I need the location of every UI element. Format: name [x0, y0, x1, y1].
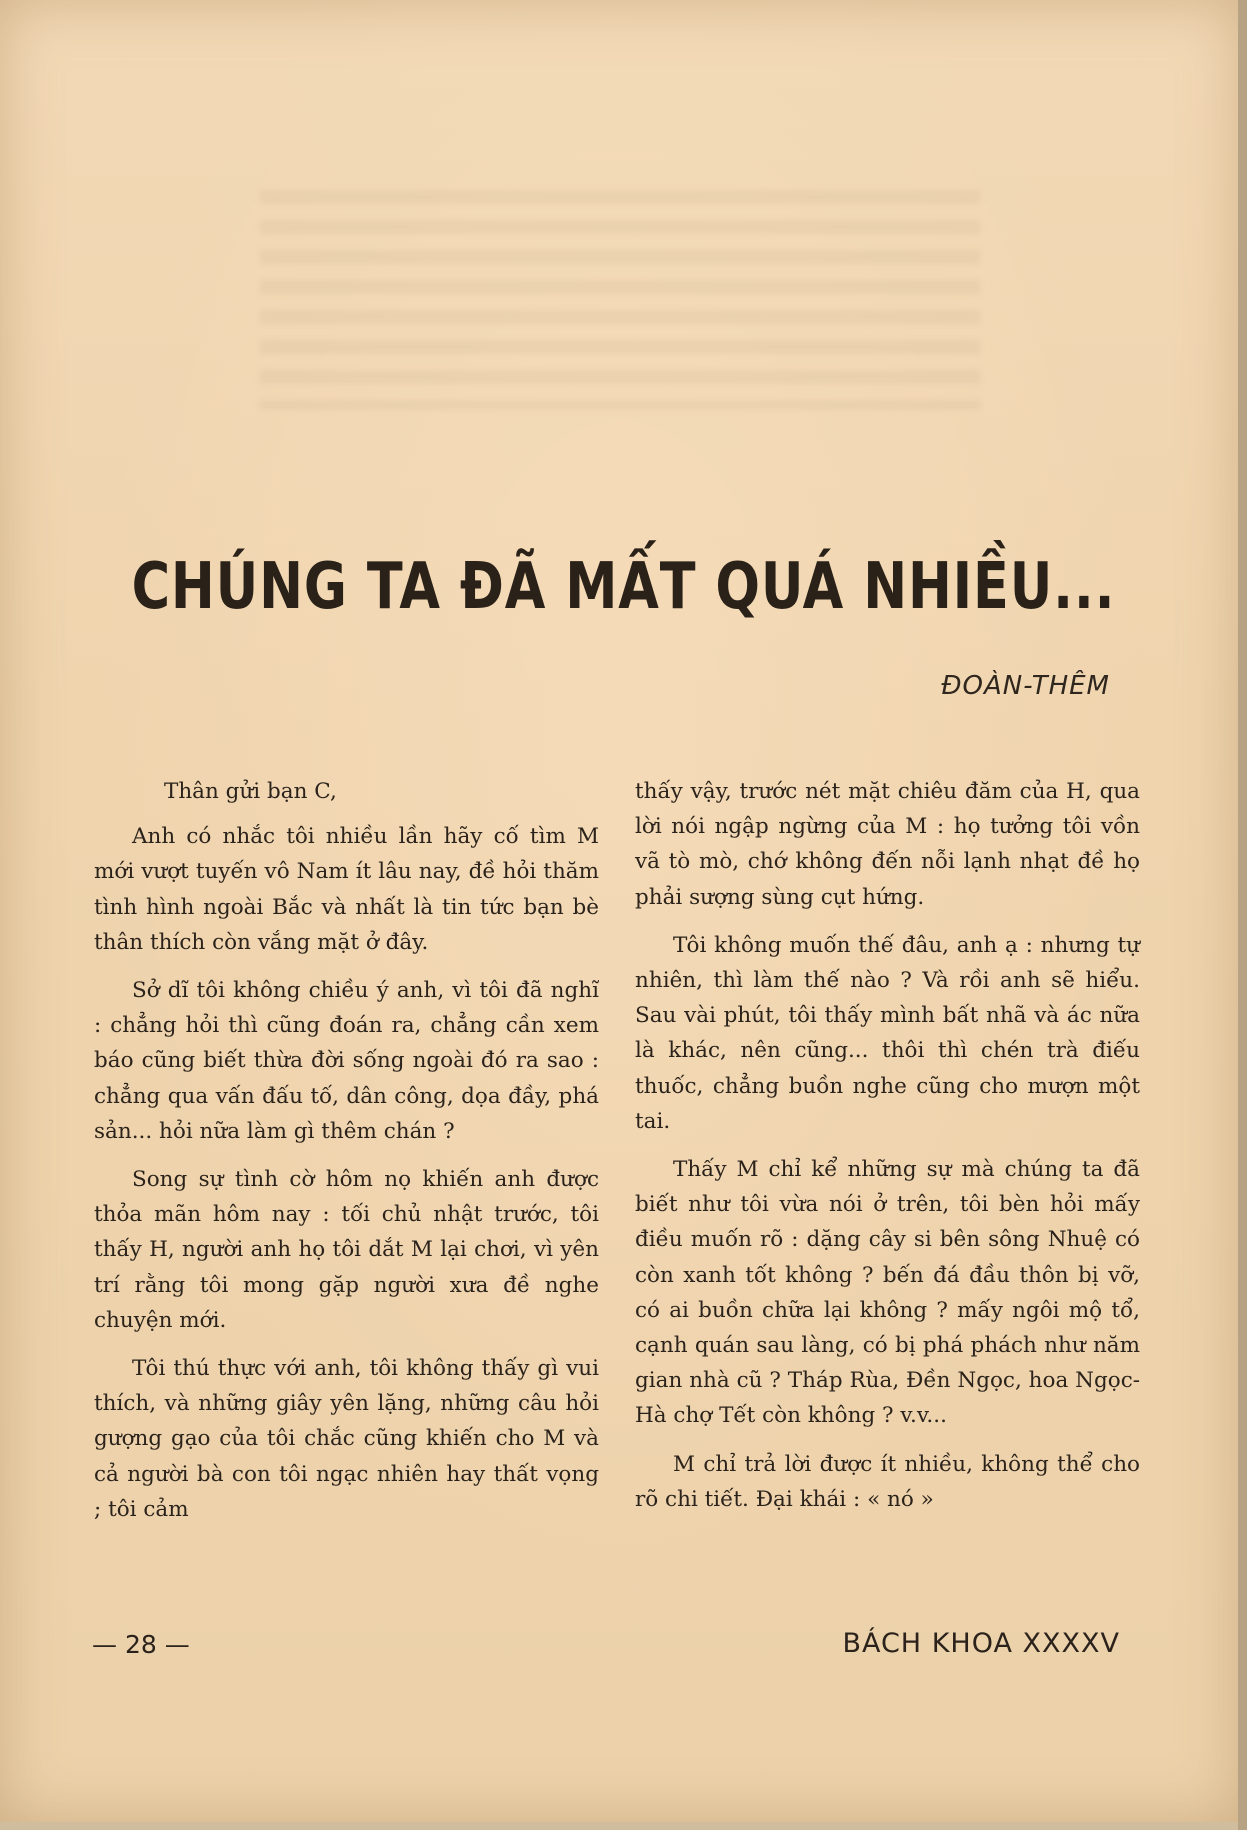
paragraph: thấy vậy, trước nét mặt chiêu đăm của H, qua lời nói ngập ngừng của M : họ tưởng tôi vồn vã tò mò, chớ không đến nỗi lạnh nhạt đề họ phải sượng sùng cụt hứng. [635, 779, 1140, 910]
left-column [94, 774, 599, 1540]
greeting-line: Thân gửi bạn C, [164, 779, 337, 804]
paragraph: Thấy M chỉ kể những sự mà chúng ta đã biết như tôi vừa nói ở trên, tôi bèn hỏi mấy điều muốn rõ : dặng cây si bên sông Nhuệ có còn xanh tốt không ? bến đá đầu thôn bị vỡ, có ai buồn chữa lại không ? mấy ngôi mộ tổ, cạnh quán sau làng, có bị phá phách như năm gian nhà cũ ? Tháp Rùa, Đền Ngọc, hoa Ngọc-Hà chợ Tết còn không ? v.v... [635, 1157, 1140, 1429]
page-number: — 28 — [92, 1630, 190, 1659]
paragraph: Tôi thú thực với anh, tôi không thấy gì vui thích, và những giây yên lặng, những câu hỏi gượng gạo của tôi chắc cũng khiến cho M và cả người bà con tôi ngạc nhiên hay thất vọng ; tôi cảm [94, 1356, 599, 1522]
paragraph: Sở dĩ tôi không chiều ý anh, vì tôi đã nghĩ : chẳng hỏi thì cũng đoán ra, chẳng cần xem báo cũng biết thừa đời sống ngoài đó ra sao : chẳng qua vấn đấu tố, dân công, dọa đầy, phá sản... hỏi nữa làm gì thêm chán ? [94, 978, 599, 1144]
article-title: CHÚNG TA ĐÃ MẤT QUÁ NHIỀU... [131, 550, 1116, 624]
article-author: ĐOÀN-THÊM [941, 671, 1110, 701]
right-column [635, 774, 1140, 1530]
paragraph: M chỉ trả lời được ít nhiều, không thể cho rõ chi tiết. Đại khái : « nó » [635, 1451, 1140, 1512]
paragraph: Anh có nhắc tôi nhiều lần hãy cố tìm M mới vượt tuyến vô Nam ít lâu nay, đề hỏi thăm tình hình ngoài Bắc và nhất là tin tức bạn bè thân thích còn vắng mặt ở đây. [94, 824, 599, 955]
paragraph: Song sự tình cờ hôm nọ khiến anh được thỏa mãn hôm nay : tối chủ nhật trước, tôi thấy H, người anh họ tôi dắt M lại chơi, vì yên trí rằng tôi mong gặp người xưa đề nghe chuyện mới. [94, 1167, 599, 1333]
magazine-name: BÁCH KHOA XXXXV [842, 1628, 1120, 1659]
paragraph: Tôi không muốn thế đâu, anh ạ : nhưng tự nhiên, thì làm thế nào ? Và rồi anh sẽ hiểu. Sau vài phút, tôi thấy mình bất nhã và ác nữa là khác, nên cũng... thôi thì chén trà điếu thuốc, chẳng buồn nghe cũng cho mượn một tai. [635, 932, 1140, 1134]
bleed-through-shadow [260, 190, 980, 410]
page-edge [1238, 0, 1247, 1830]
